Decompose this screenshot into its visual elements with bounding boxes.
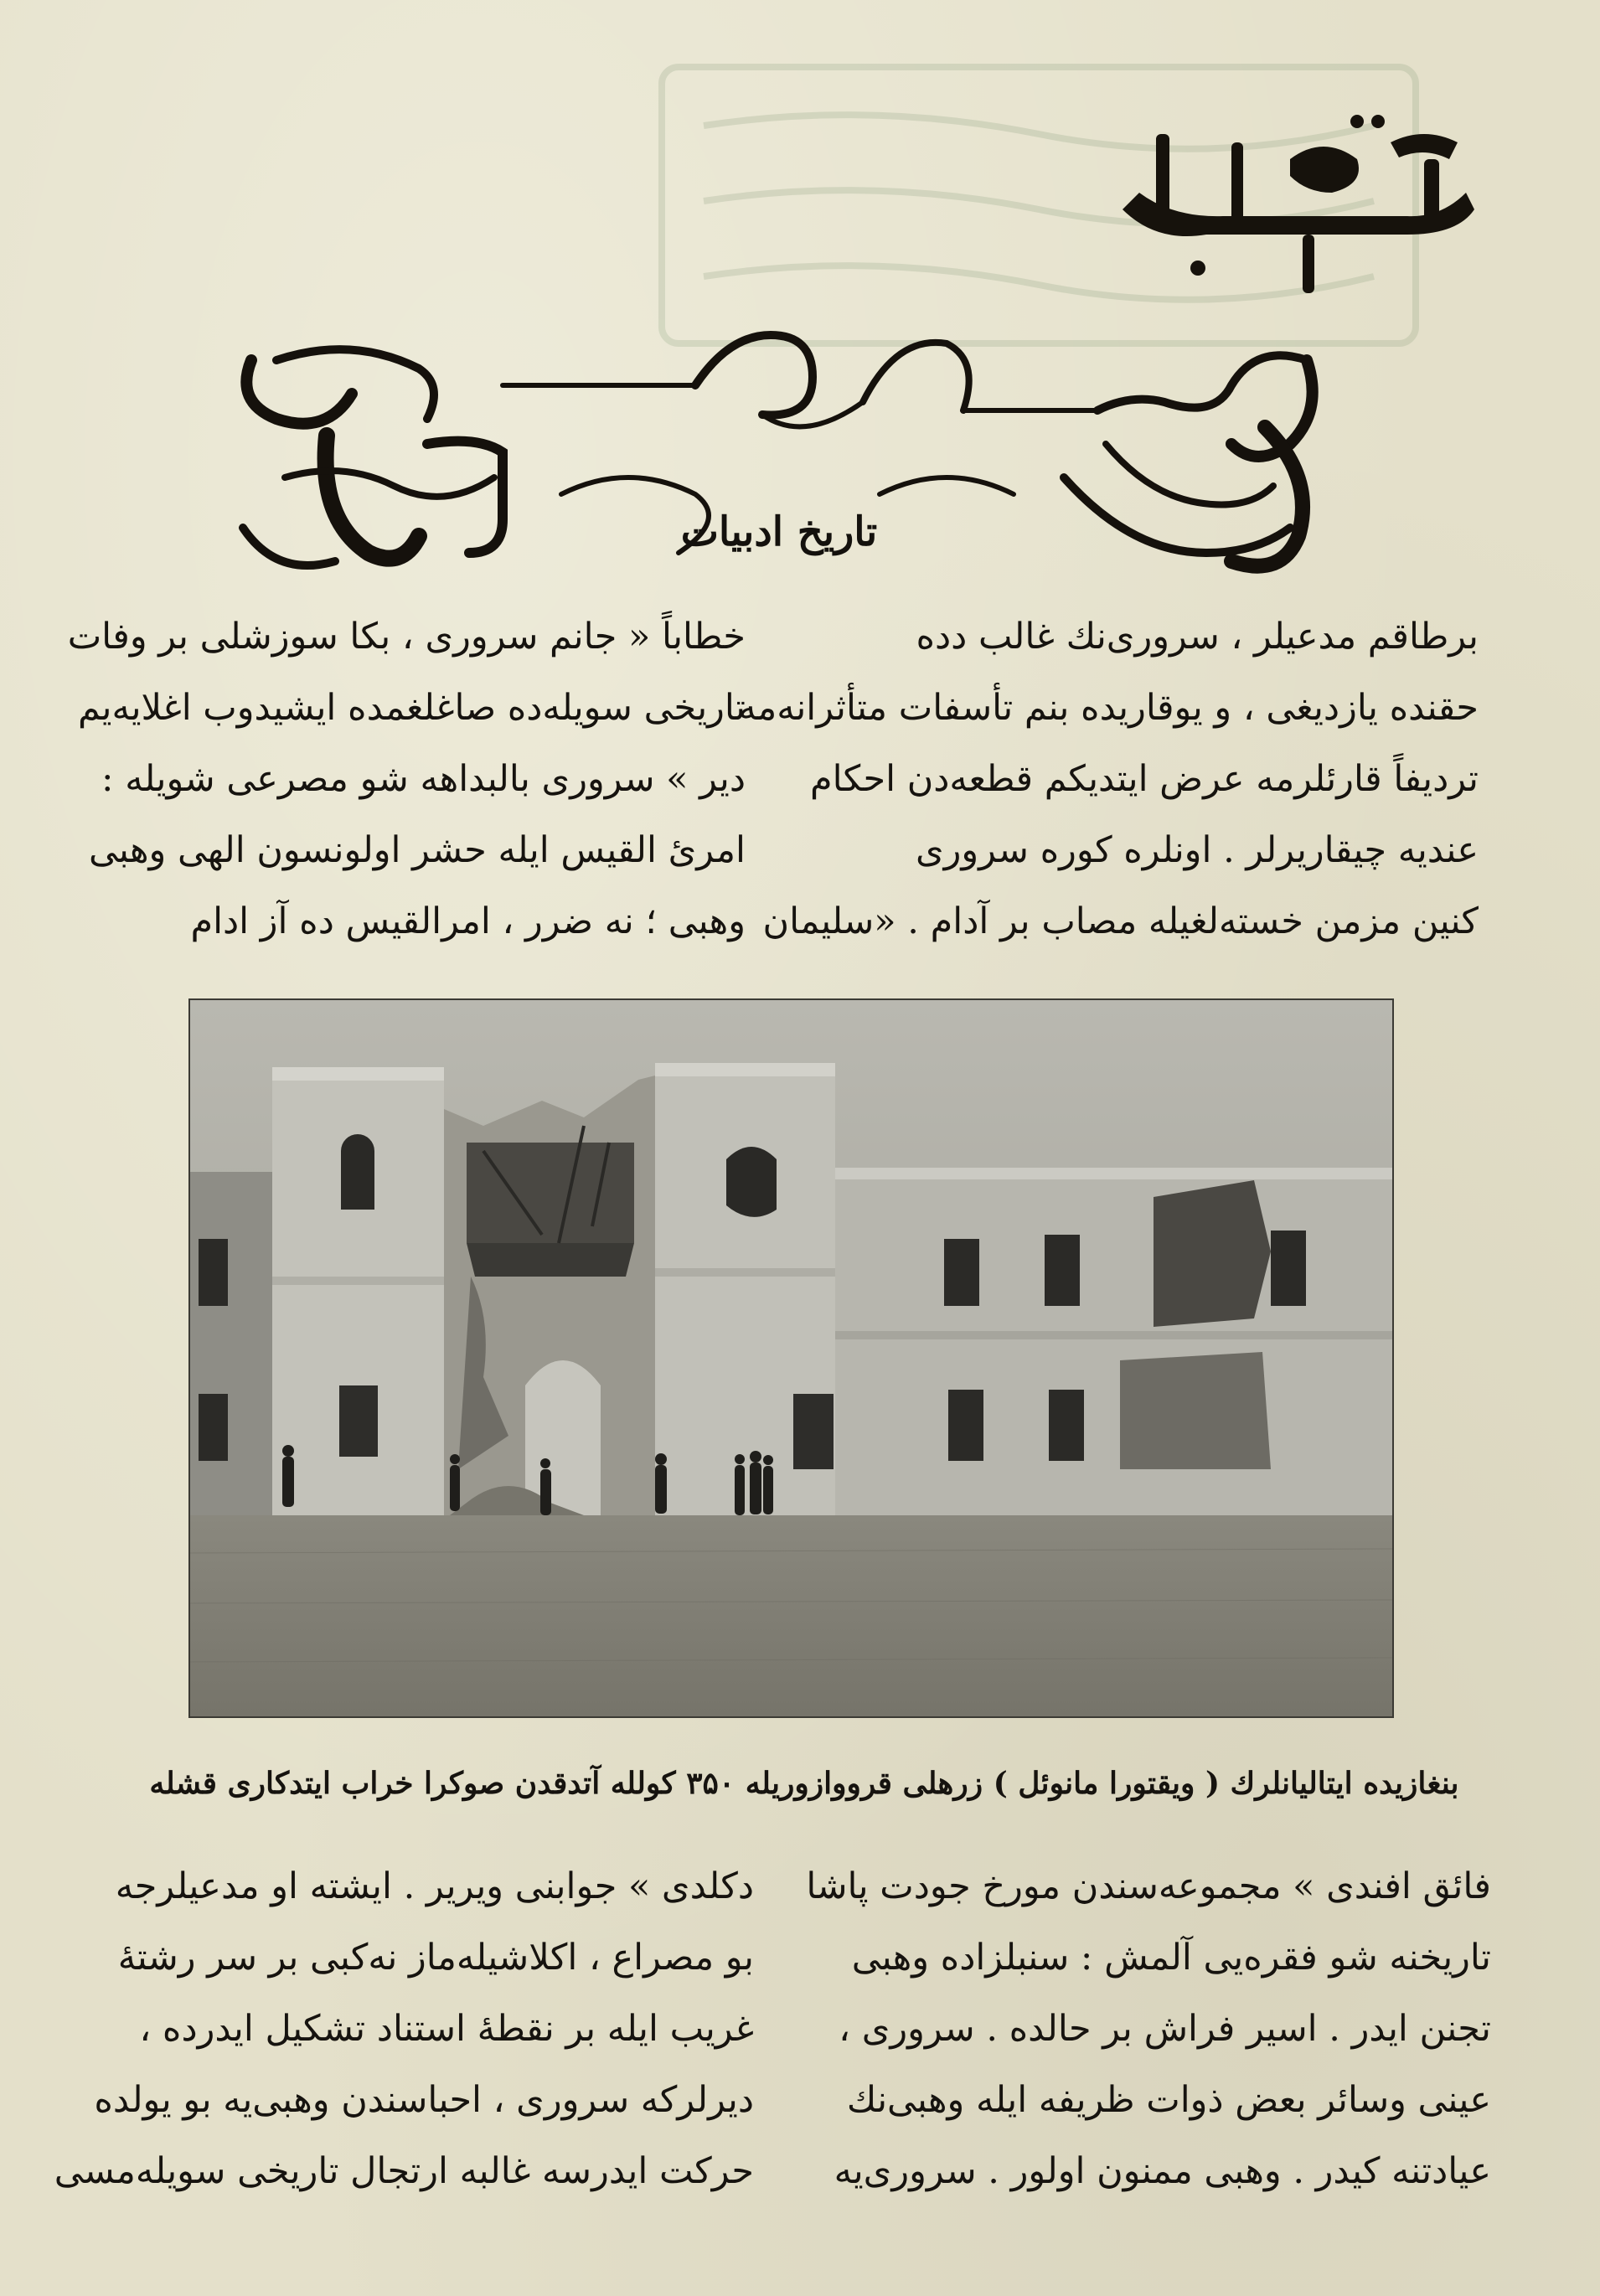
section-heading-calligraphy [1106,109,1491,293]
photo-caption: بنغازیده ایتالیانلرك ( ویقتورا مانوئل ) زرهلی قرووازوریله ۳۵۰ کولله آتدقدن صوکرا خراب ایتدکاری قشله [149,1766,1459,1801]
text-line: دیر » سروری بالبداهه شو مصرعی شویله : [101,758,746,800]
text-line: برطاقم مدعیلر ، سروری‌نك غالب دده [916,616,1479,658]
barracks-ruins-photo [188,998,1394,1718]
text-line: تاریخنه شو فقره‌یی آلمش : سنبلزاده وهبی [851,1937,1491,1979]
text-line: عیادتنه کیدر . وهبی ممنون اولور . سروری‌یه [834,2150,1491,2192]
banner-subtitle: تاریخ ادبیات [680,508,878,555]
text-line: کنین مزمن خسته‌لغیله مصاب بر آدام . «سلیمان [762,900,1479,942]
bottom-right-text-column [806,1851,1491,2207]
bottom-left-text-column [54,1851,754,2207]
text-line: عینی وسائر بعض ذوات ظریفه ایله وهبی‌نك [846,2079,1491,2121]
text-line: عندیه چیقاریرلر . اونلره کوره سروری [915,829,1479,871]
text-line: خطاباً « جانم سروری ، بکا سوزشلی بر وفات [67,616,746,658]
text-line: حرکت ایدرسه غالبه ارتجال تاریخی سویله‌مسی [54,2150,754,2192]
text-line: امرئ القیس ایله حشر اولونسون الهی وهبی [89,829,746,871]
text-line: تجنن ایدر . اسیر فراش بر حالده . سروری ، [839,2008,1491,2050]
text-line: وهبی ؛ نه ضرر ، امرالقیس ده آز ادام [190,900,746,942]
text-line: تردیفاً قارئلرمه عرض ایتدیکم قطعه‌دن احکام [810,758,1479,800]
text-line: غریب ایله بر نقطهٔ استناد تشکیل ایدرده ، [139,2008,754,2050]
top-left-text-column [67,601,746,957]
text-line: بو مصراع ، اکلاشیله‌ماز نه‌کبی بر سر رشته‌ٔ [117,1937,754,1979]
text-line: فائق افندی » مجموعه‌سندن مورخ جودت پاشا [806,1865,1491,1907]
text-line: دکلدی » جوابنی ویریر . ایشته او مدعیلرجه [115,1865,754,1907]
text-line: حقنده یازدیغی ، و یوقاریده بنم تأسفات متأثرانه‌مه [738,687,1479,729]
text-line: دیرلرکه سروری ، احباسندن وهبی‌یه بو یولده [94,2079,754,2121]
top-right-text-column [738,601,1479,957]
text-line: تاریخی سویله‌ده صاغلغمده ایشیدوب اغلایه‌یم [77,687,746,729]
